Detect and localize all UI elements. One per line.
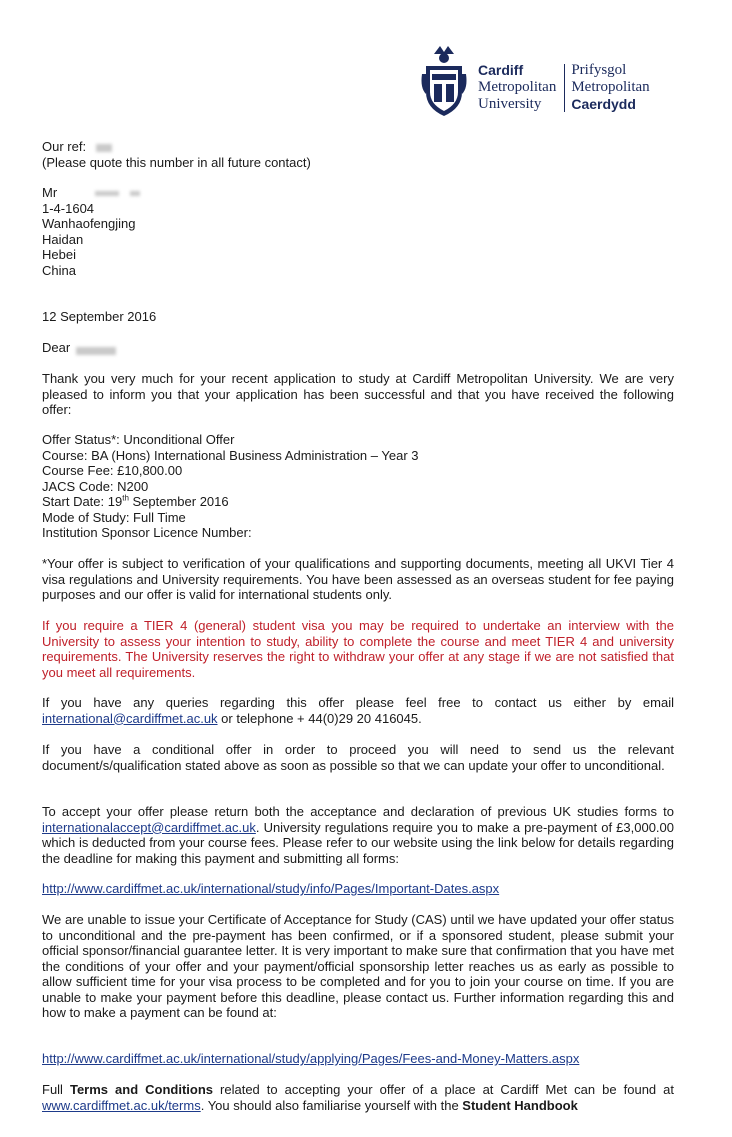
logo-en-line: Metropolitan — [478, 79, 557, 95]
logo-divider — [564, 64, 565, 112]
logo-en-line: Cardiff — [478, 62, 524, 78]
redacted-name — [76, 347, 116, 355]
address-line: Haidan — [42, 231, 84, 247]
logo-cy-line: Caerdydd — [571, 96, 636, 112]
logo-welsh — [571, 62, 649, 113]
date-text: 12 September 2016 — [42, 309, 157, 324]
address-line: China — [42, 262, 76, 278]
salutation — [42, 340, 674, 356]
ref-label: Our ref: — [42, 139, 87, 154]
address-block — [42, 185, 674, 278]
important-dates-link-line — [42, 881, 674, 897]
offer-details — [42, 432, 674, 541]
terms-paragraph: Full Terms and Conditions related to accepting your offer of a place at Cardiff Met can be found at www.cardiffmet.ac.uk/terms. You should also familiarise yourself with the Student Handbook — [42, 1082, 675, 1113]
title: Mr — [42, 185, 58, 200]
logo-cy-line: Prifysgol — [571, 62, 627, 78]
conditional-paragraph: If you have a conditional offer in order to proceed you will need to send us the relevant document/s/qualification stated above as soon as possible so that we can update your offer to unconditional. — [42, 742, 674, 773]
intro-paragraph: Thank you very much for your recent application to study at Cardiff Metropolitan University. We are very pleased to inform you that your application has been successful and that you have received the following offer: — [42, 371, 674, 417]
address-line: 1-4-1604 — [42, 200, 95, 216]
cas-paragraph: We are unable to issue your Certificate of Acceptance for Study (CAS) until we have updated your offer status to unconditional and the pre-payment has been confirmed, or if a sponsored student, please submit your official sponsor/financial guarantee letter. It is very important to make sure that confirmation that you have met the conditions of your offer and your payment/official sponsorship letter reaches us as early as possible to allow sufficient time for your visa process to be completed and for you to join your course on time. If you are unable to make your payment before this deadline, please contact us. Further information regarding this and how to make a payment can be found at: — [42, 912, 674, 1020]
student-handbook-bold: Student Handbook — [462, 1097, 578, 1113]
redacted-name — [95, 191, 119, 196]
fees-money-matters-link[interactable]: http://www.cardiffmet.ac.uk/international/study/applying/Pages/Fees-and-Money-Matters.aspx — [42, 1051, 580, 1066]
crest-icon — [420, 44, 468, 120]
logo-cy-line: Metropolitan — [571, 79, 650, 95]
address-line: Hebei — [42, 247, 76, 262]
subject-paragraph: *Your offer is subject to verification of your qualifications and supporting documents, meeting all UKVI Tier 4 visa regulations and University requirements. You have been assessed as an overseas student for fee paying purposes and our offer is valid for international students only. — [42, 556, 674, 602]
redacted-name — [130, 191, 140, 196]
offer-licence: Institution Sponsor Licence Number: — [42, 525, 252, 540]
terms-bold: Terms and Conditions — [69, 1082, 214, 1097]
offer-status: Offer Status*: Unconditional Offer — [42, 432, 235, 447]
offer-jacs: JACS Code: N200 — [42, 478, 149, 494]
important-dates-link[interactable]: http://www.cardiffmet.ac.uk/international/study/info/Pages/Important-Dates.aspx — [42, 881, 500, 896]
accept-email-link[interactable]: internationalaccept@cardiffmet.ac.uk — [42, 819, 256, 835]
address-line: Wanhaofengjing — [42, 216, 136, 231]
international-email-link[interactable]: international@cardiffmet.ac.uk — [42, 710, 218, 726]
ref-label-line — [42, 139, 674, 155]
fees-link-line — [42, 1051, 674, 1067]
offer-fee: Course Fee: £10,800.00 — [42, 463, 183, 478]
tier4-warning-paragraph: If you require a TIER 4 (general) student visa you may be required to undertake an interview with the University to assess your intention to study, ability to complete the course and meet TIER 4 and university requirements. The University reserves the right to withdraw your offer at any stage if we are not satisfied that you meet all requirements. — [42, 618, 674, 680]
offer-mode: Mode of Study: Full Time — [42, 509, 186, 525]
reference-block — [42, 139, 674, 170]
offer-start-date: Start Date: 19th September 2016 — [42, 493, 229, 509]
queries-paragraph: If you have any queries regarding this offer please feel free to contact us either by email international@cardiffmet.ac.uk or telephone + 44(0)29 20 416045. — [42, 695, 674, 726]
logo-en-line: University — [478, 96, 542, 112]
logo-english — [478, 62, 556, 113]
ref-note: (Please quote this number in all future contact) — [42, 154, 311, 170]
terms-link[interactable]: www.cardiffmet.ac.uk/terms — [42, 1097, 201, 1113]
accept-paragraph: To accept your offer please return both the acceptance and declaration of previous UK studies forms to internationalaccept@cardiffmet.ac.uk. University regulations require you to make a pre-payment of £3,000.00 which is deducted from your course fees. Please refer to our website using the link below for details regarding the deadline for making this payment and submitting all forms: — [42, 804, 674, 866]
offer-course: Course: BA (Hons) International Business Administration – Year 3 — [42, 447, 419, 463]
university-logo — [420, 44, 650, 120]
letter-date — [42, 309, 674, 325]
address-line — [42, 185, 674, 201]
salutation-text: Dear — [42, 340, 71, 355]
redacted-ref — [96, 144, 112, 152]
